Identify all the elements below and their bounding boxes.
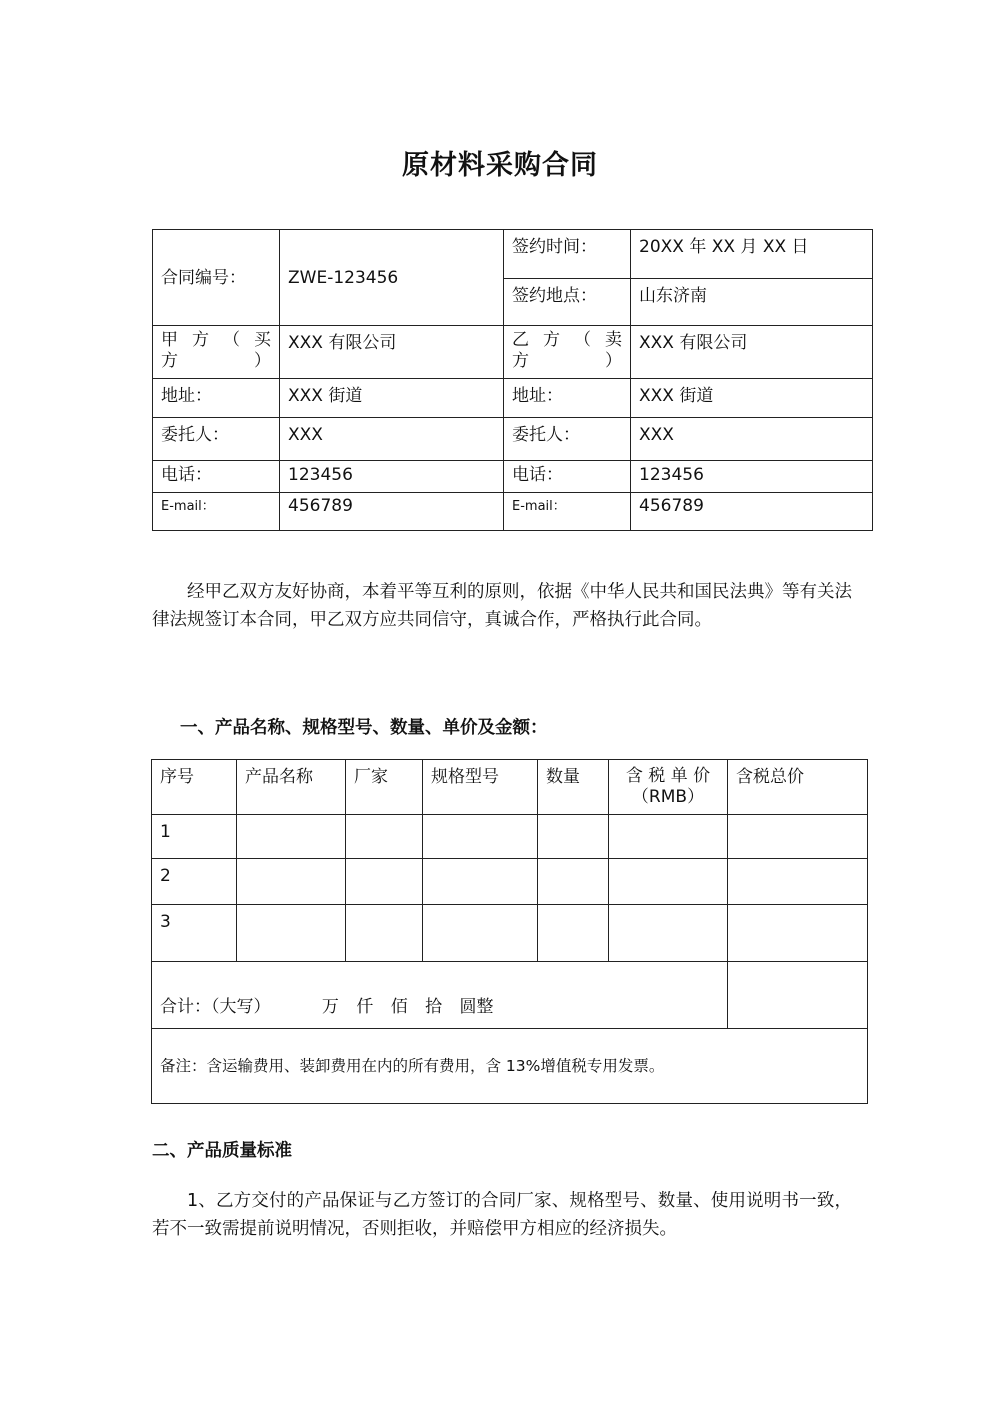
table-row: [152, 905, 868, 962]
agent-a-label: 委托人：: [153, 418, 280, 461]
total-label: 合计：（大写）: [160, 997, 271, 1017]
sign-time-label: 签约时间：: [504, 230, 631, 279]
table-cell: [346, 815, 423, 859]
product-table: [151, 759, 868, 1104]
address-b-value: XXX 街道: [631, 379, 873, 418]
table-cell: [609, 815, 728, 859]
contract-info-table: [152, 229, 873, 531]
table-cell: [728, 905, 868, 962]
party-b-value: XXX 有限公司: [631, 326, 873, 379]
address-a-label: 地址：: [153, 379, 280, 418]
unit-yuan: 圆整: [459, 997, 494, 1017]
phone-a-value: 123456: [280, 461, 504, 493]
total-value-cell: [728, 962, 868, 1029]
email-a-value: 456789: [280, 493, 504, 531]
intro-paragraph: 经甲乙双方友好协商，本着平等互利的原则，依据《中华人民共和国民法典》等有关法律法规签订本合同，甲乙双方应共同信守，真诚合作，严格执行此合同。: [152, 582, 852, 630]
sign-time-value: 20XX 年 XX 月 XX 日: [631, 230, 873, 279]
table-cell: [346, 905, 423, 962]
contract-no-label: 合同编号：: [153, 230, 280, 326]
row-number: 3: [152, 905, 237, 962]
header-cell: 数量: [538, 760, 609, 815]
phone-b-value: 123456: [631, 461, 873, 493]
table-cell: [423, 905, 538, 962]
total-units: [322, 997, 506, 1017]
table-cell: [423, 859, 538, 905]
email-a-label: E-mail：: [153, 493, 280, 531]
row-number: 2: [152, 859, 237, 905]
phone-b-label: 电话：: [504, 461, 631, 493]
row-number: 1: [152, 815, 237, 859]
section-2-paragraph: 1、乙方交付的产品保证与乙方签订的合同厂家、规格型号、数量、使用说明书一致，若不一致需提前说明情况，否则拒收，并赔偿甲方相应的经济损失。: [152, 1191, 852, 1239]
header-cell: 厂家: [346, 760, 423, 815]
header-cell: 序号: [152, 760, 237, 815]
header-cell: 规格型号: [423, 760, 538, 815]
email-b-value: 456789: [631, 493, 873, 531]
unit-wan: 万: [321, 997, 339, 1017]
contract-no-value: ZWE-123456: [280, 230, 504, 326]
table-cell: [237, 815, 346, 859]
table-cell: [423, 815, 538, 859]
phone-a-label: 电话：: [153, 461, 280, 493]
agent-b-label: 委托人：: [504, 418, 631, 461]
table-cell: [609, 859, 728, 905]
table-cell: [237, 905, 346, 962]
agent-b-value: XXX: [631, 418, 873, 461]
party-a-value: XXX 有限公司: [280, 326, 504, 379]
table-cell: [609, 905, 728, 962]
section-2-heading: 二、产品质量标准: [152, 1141, 292, 1161]
address-b-label: 地址：: [504, 379, 631, 418]
address-a-value: XXX 街道: [280, 379, 504, 418]
unit-bai: 佰: [390, 997, 408, 1017]
table-cell: [538, 859, 609, 905]
email-b-label: E-mail：: [504, 493, 631, 531]
header-cell: 含 税 单 价（RMB）: [609, 760, 728, 815]
header-cell: 含税总价: [728, 760, 868, 815]
total-row: [152, 962, 868, 1029]
table-row: [152, 815, 868, 859]
table-cell: [346, 859, 423, 905]
party-b-label: 乙 方 （ 卖 方）: [504, 326, 631, 379]
table-row: [152, 859, 868, 905]
table-cell: [538, 815, 609, 859]
table-cell: [538, 905, 609, 962]
party-a-label: 甲 方 （ 买 方）: [153, 326, 280, 379]
sign-place-value: 山东济南: [631, 279, 873, 326]
total-cell: [152, 962, 728, 1029]
page-title: 原材料采购合同: [402, 150, 598, 181]
table-cell: [728, 859, 868, 905]
table-cell: [728, 815, 868, 859]
table-cell: [237, 859, 346, 905]
note-cell: 备注：含运输费用、装卸费用在内的所有费用，含 13%增值税专用发票。: [152, 1029, 868, 1104]
section-1-heading: 一、产品名称、规格型号、数量、单价及金额：: [180, 718, 548, 738]
header-cell: 产品名称: [237, 760, 346, 815]
agent-a-value: XXX: [280, 418, 504, 461]
sign-place-label: 签约地点：: [504, 279, 631, 326]
unit-shi: 拾: [425, 997, 443, 1017]
unit-qian: 仟: [356, 997, 374, 1017]
